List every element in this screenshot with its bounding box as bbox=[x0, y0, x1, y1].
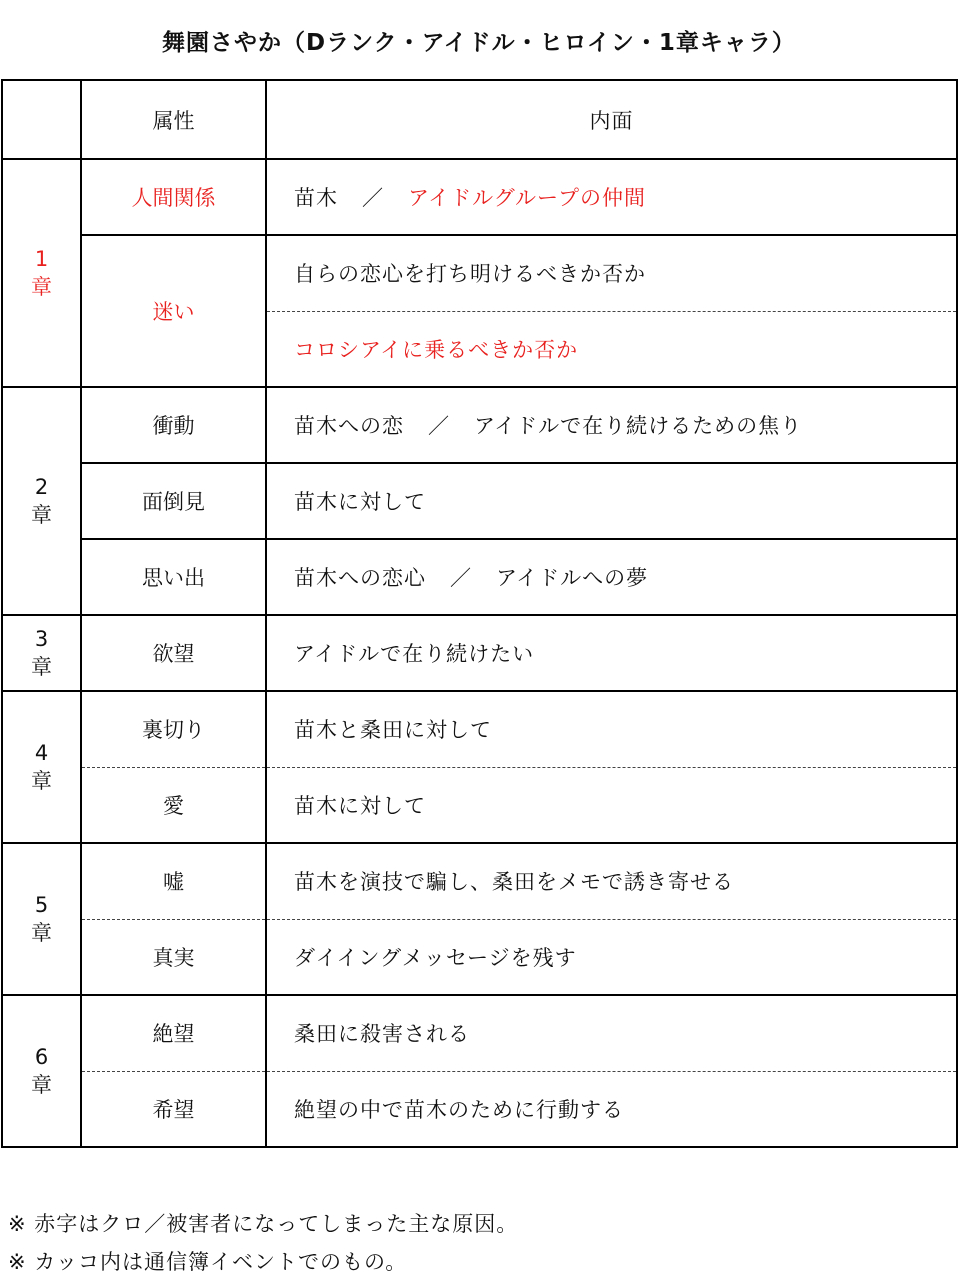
inner-cell: 苗木に対して bbox=[266, 463, 957, 539]
chapter-number: 4 bbox=[34, 741, 49, 765]
attribute-cell: 希望 bbox=[81, 1071, 266, 1147]
table-row bbox=[2, 463, 957, 539]
chapter-suffix: 章 bbox=[31, 503, 52, 527]
table-row bbox=[2, 691, 957, 767]
attribute-cell: 愛 bbox=[81, 767, 266, 843]
separator: ／ bbox=[362, 186, 384, 210]
table-row bbox=[2, 539, 957, 615]
inner-cell: 苗木と桑田に対して bbox=[266, 691, 957, 767]
header-inner: 内面 bbox=[266, 80, 957, 159]
inner-cell: 苗木を演技で騙し、桑田をメモで誘き寄せる bbox=[266, 843, 957, 919]
inner-text-a: 苗木 bbox=[294, 186, 338, 210]
table-row bbox=[2, 615, 957, 691]
attribute-cell: 衝動 bbox=[81, 387, 266, 463]
inner-cell bbox=[266, 159, 957, 235]
footnote-parentheses: ※ カッコ内は通信簿イベントでのもの。 bbox=[8, 1250, 408, 1274]
table-row bbox=[2, 1071, 957, 1147]
chapter-2-cell bbox=[2, 387, 81, 615]
table-row bbox=[2, 919, 957, 995]
inner-cell: アイドルで在り続けたい bbox=[266, 615, 957, 691]
table-row bbox=[2, 159, 957, 235]
attribute-table bbox=[1, 79, 958, 1148]
chapter-suffix: 章 bbox=[31, 921, 52, 945]
chapter-3-cell bbox=[2, 615, 81, 691]
attribute-cell: 絶望 bbox=[81, 995, 266, 1071]
chapter-number: 6 bbox=[34, 1045, 49, 1069]
table-header-row bbox=[2, 80, 957, 159]
chapter-suffix: 章 bbox=[31, 1073, 52, 1097]
inner-cell: 苗木に対して bbox=[266, 767, 957, 843]
inner-text-b: アイドルへの夢 bbox=[496, 566, 649, 590]
header-blank-cell bbox=[2, 80, 81, 159]
chapter-5-cell bbox=[2, 843, 81, 995]
chapter-number: 2 bbox=[34, 475, 49, 499]
table-row bbox=[2, 767, 957, 843]
chapter-number: 3 bbox=[34, 627, 49, 651]
attribute-cell: 人間関係 bbox=[81, 159, 266, 235]
chapter-number: 1 bbox=[34, 247, 49, 271]
attribute-cell: 裏切り bbox=[81, 691, 266, 767]
attribute-cell: 欲望 bbox=[81, 615, 266, 691]
header-attribute: 属性 bbox=[81, 80, 266, 159]
attribute-cell: 面倒見 bbox=[81, 463, 266, 539]
chapter-suffix: 章 bbox=[31, 769, 52, 793]
chapter-6-cell bbox=[2, 995, 81, 1147]
chapter-suffix: 章 bbox=[31, 655, 52, 679]
separator: ／ bbox=[450, 566, 472, 590]
inner-cell: 自らの恋心を打ち明けるべきか否か bbox=[266, 235, 957, 311]
page-title: 舞園さやか（Dランク・アイドル・ヒロイン・1章キャラ） bbox=[162, 30, 796, 56]
chapter-suffix: 章 bbox=[31, 275, 52, 299]
chapter-4-cell bbox=[2, 691, 81, 843]
chapter-number: 5 bbox=[34, 893, 49, 917]
inner-cell: コロシアイに乗るべきか否か bbox=[266, 311, 957, 387]
table-row bbox=[2, 235, 957, 311]
inner-text-a: 苗木への恋 bbox=[294, 414, 404, 438]
inner-cell bbox=[266, 539, 957, 615]
inner-cell: 絶望の中で苗木のために行動する bbox=[266, 1071, 957, 1147]
inner-text-b: アイドルグループの仲間 bbox=[408, 186, 647, 210]
inner-cell bbox=[266, 387, 957, 463]
attribute-cell: 嘘 bbox=[81, 843, 266, 919]
table-row bbox=[2, 387, 957, 463]
chapter-1-cell bbox=[2, 159, 81, 387]
separator: ／ bbox=[428, 414, 450, 438]
inner-cell: ダイイングメッセージを残す bbox=[266, 919, 957, 995]
table-row bbox=[2, 995, 957, 1071]
table-row bbox=[2, 843, 957, 919]
attribute-cell: 思い出 bbox=[81, 539, 266, 615]
inner-cell: 桑田に殺害される bbox=[266, 995, 957, 1071]
attribute-cell: 真実 bbox=[81, 919, 266, 995]
inner-text-b: アイドルで在り続けるための焦り bbox=[474, 414, 803, 438]
footnote-red-text: ※ 赤字はクロ／被害者になってしまった主な原因。 bbox=[8, 1212, 519, 1236]
inner-text-a: 苗木への恋心 bbox=[294, 566, 426, 590]
attribute-cell: 迷い bbox=[81, 235, 266, 387]
